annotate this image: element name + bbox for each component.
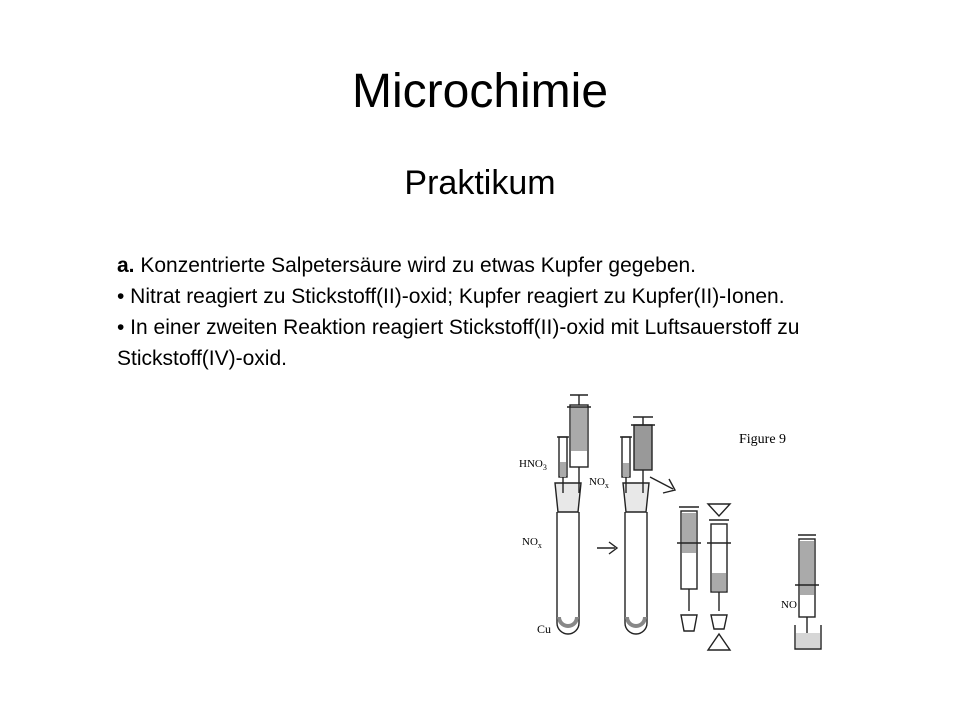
paragraph-a [117,250,847,281]
test-tube-1 [557,512,579,634]
apparatus-figure [505,385,845,685]
beaker-5 [795,625,821,649]
stopper-2 [623,483,649,512]
slide-subtitle: Praktikum [404,164,556,202]
syringe-2 [631,417,655,493]
label-cu: Cu [537,622,552,636]
slide-title: Microchimie [351,65,609,118]
syringe-5 [795,535,819,635]
funnel-top [708,504,730,516]
stopper-1 [555,483,581,512]
paragraph-text: Konzentrierte Salpetersäure wird zu etwas Kupfer gegeben. [134,254,697,277]
label-hno3: $HNO_3$ [519,458,547,472]
test-tube-2 [625,512,647,634]
cup-3 [681,615,697,631]
cup-4 [711,615,727,629]
bullet-nitrate: • Nitrat reagiert zu Stickstoff(II)-oxid; Kupfer reagiert zu Kupfer(II)-Ionen. [117,285,785,308]
arrow-2 [650,477,675,493]
label-nox-top: $NO_x$ [589,476,609,490]
label-nox-tube: $NO_x$ [522,536,542,550]
figure-caption: Figure 9 [739,432,787,447]
bullet-second-reaction: • In einer zweiten Reaktion reagiert Stickstoff(II)-oxid mit Luftsauerstoff zu Stickstoff(IV)-oxid. [117,316,800,370]
label-no: NO [781,599,797,611]
paragraph-lead: a. [117,254,135,277]
syringe-4 [707,520,731,611]
syringe-3 [677,507,701,611]
arrow-1 [597,542,617,554]
syringe-1 [567,395,591,493]
funnel-bottom [708,634,730,650]
body-text [117,250,847,374]
